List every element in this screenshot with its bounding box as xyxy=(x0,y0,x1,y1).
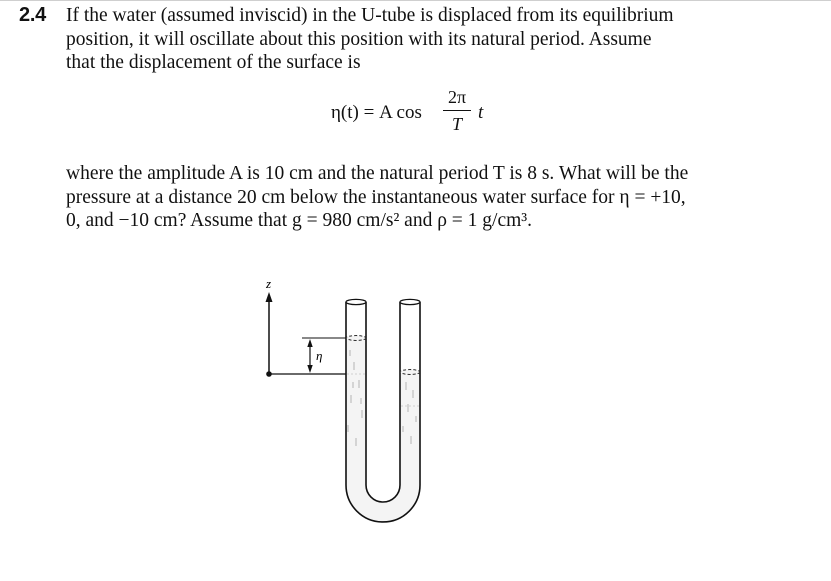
equation-fraction xyxy=(443,86,471,135)
u-tube-inner-wall xyxy=(366,302,400,502)
equation-time-variable: t xyxy=(478,102,484,123)
problem-number: 2.4 xyxy=(19,4,46,26)
z-axis-label: z xyxy=(266,276,272,291)
displacement-equation xyxy=(331,86,531,146)
eta-label: η xyxy=(316,348,323,363)
left-tube-opening xyxy=(346,299,366,304)
u-tube-figure xyxy=(250,270,510,575)
fraction-bar xyxy=(443,110,471,111)
left-water-surface xyxy=(346,336,366,341)
intro-line-3: that the displacement of the surface is xyxy=(66,52,361,73)
equation-lhs: η(t) = A cos xyxy=(331,102,422,123)
eta-arrow-head-down xyxy=(307,365,312,373)
question-line-3: 0, and −10 cm? Assume that g = 980 cm/s² and ρ = 1 g/cm³. xyxy=(66,210,533,231)
water-fill xyxy=(346,338,420,522)
right-tube-opening xyxy=(400,299,420,304)
fraction-numerator: 2π xyxy=(447,87,467,107)
right-water-surface xyxy=(400,370,420,375)
fraction-denominator: T xyxy=(451,114,462,135)
question-line-2: pressure at a distance 20 cm below the instantaneous water surface for η = +10, xyxy=(66,186,686,208)
problem-question xyxy=(66,162,766,233)
intro-line-2: position, it will oscillate about this position with its natural period. Assume xyxy=(66,28,652,50)
eta-arrow-head-up xyxy=(307,339,312,347)
intro-line-1: If the water (assumed inviscid) in the U-tube is displaced from its equilibrium xyxy=(66,5,674,26)
top-rule xyxy=(0,0,831,1)
z-axis-arrowhead xyxy=(266,292,273,302)
problem-intro xyxy=(66,4,766,75)
question-line-1: where the amplitude A is 10 cm and the natural period T is 8 s. What will be the xyxy=(66,163,689,184)
